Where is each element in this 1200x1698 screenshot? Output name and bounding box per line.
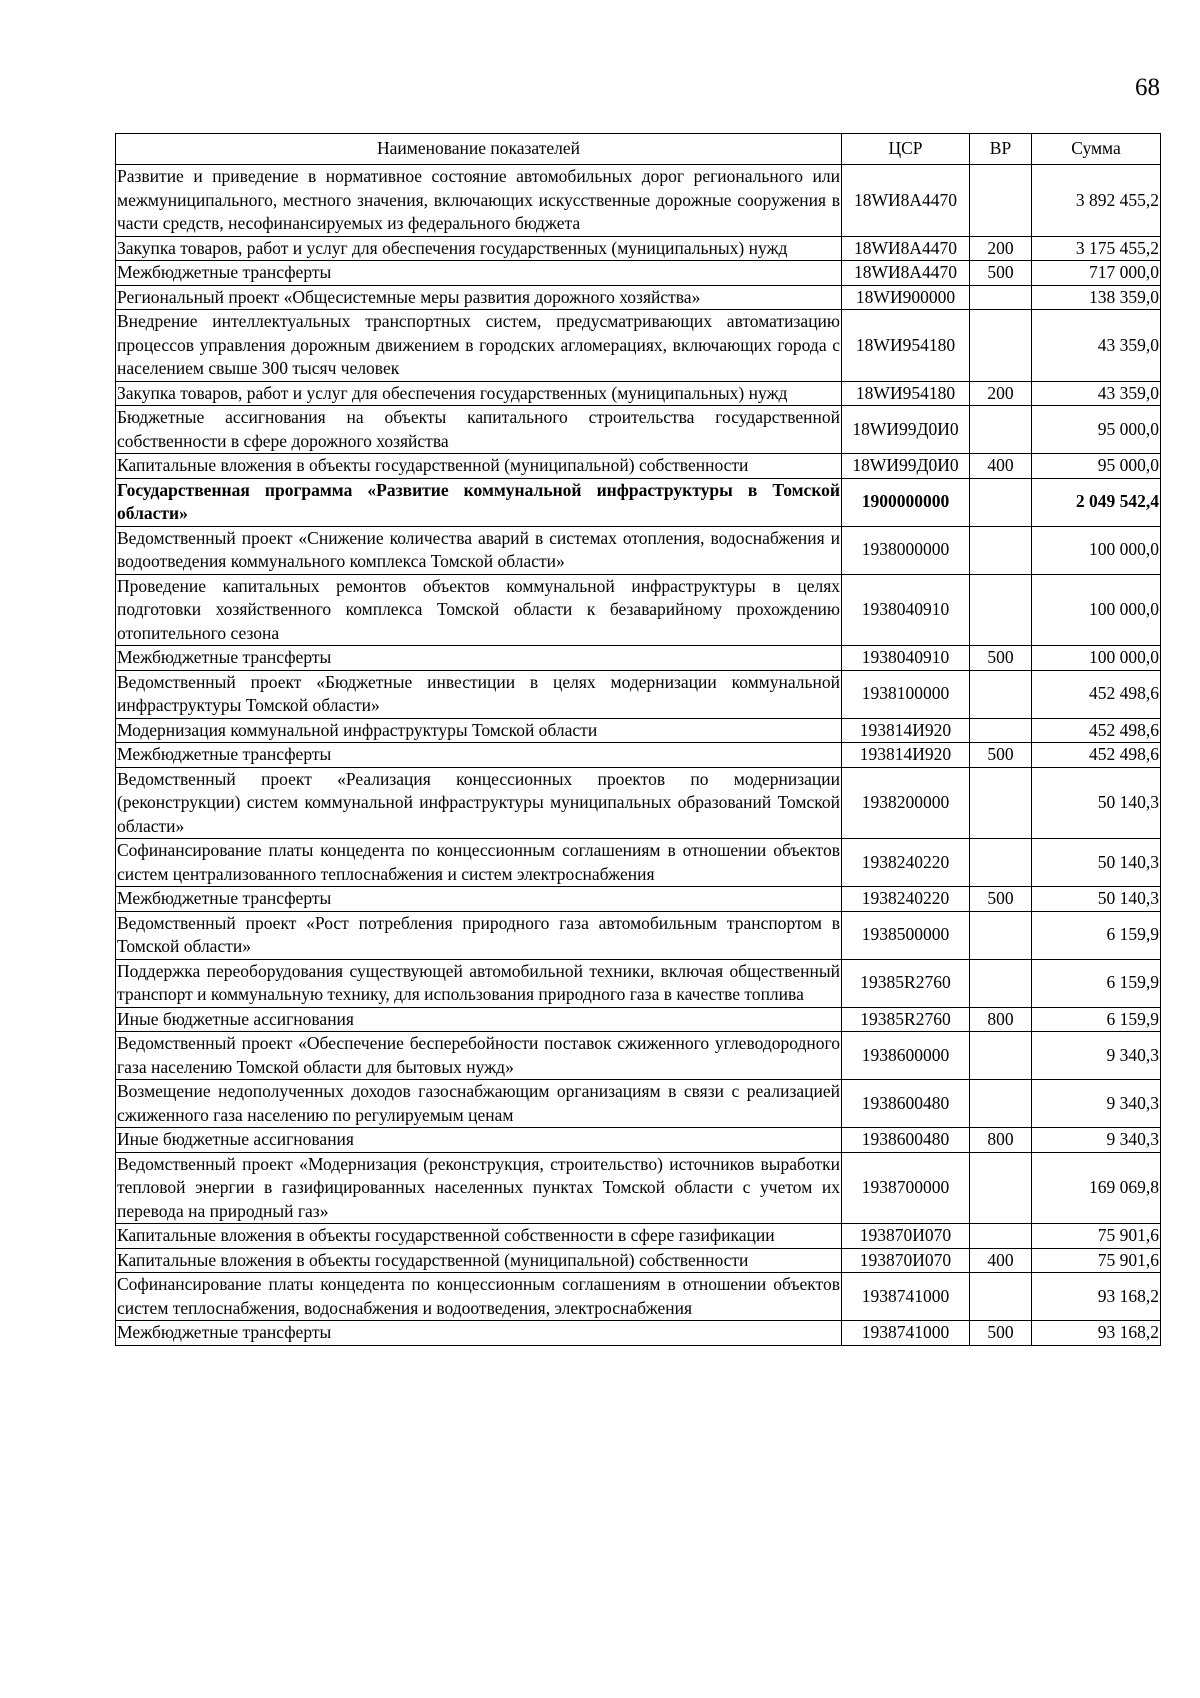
cell-sum: 50 140,3: [1032, 839, 1161, 887]
table-row: [116, 839, 1161, 887]
cell-name: Закупка товаров, работ и услуг для обеспечения государственных (муниципальных) нужд: [116, 381, 842, 406]
cell-name: Иные бюджетные ассигнования: [116, 1128, 842, 1153]
cell-csr: 18WИ99Д0И0: [842, 454, 970, 479]
cell-csr: 1938100000: [842, 670, 970, 718]
cell-sum: 43 359,0: [1032, 381, 1161, 406]
cell-csr: 1938741000: [842, 1321, 970, 1346]
cell-csr: 18WИ8А4470: [842, 236, 970, 261]
cell-name: Региональный проект «Общесистемные меры развития дорожного хозяйства»: [116, 285, 842, 310]
cell-sum: 43 359,0: [1032, 310, 1161, 382]
cell-vr: 200: [970, 381, 1032, 406]
table-row: [116, 767, 1161, 839]
cell-csr: 1938040910: [842, 646, 970, 671]
cell-vr: [970, 839, 1032, 887]
cell-csr: 1938741000: [842, 1273, 970, 1321]
cell-name: Капитальные вложения в объекты государственной собственности в сфере газификации: [116, 1224, 842, 1249]
table-row: [116, 1007, 1161, 1032]
cell-csr: 1938700000: [842, 1152, 970, 1224]
table-row: [116, 743, 1161, 768]
table-row: [116, 887, 1161, 912]
cell-name: Модернизация коммунальной инфраструктуры Томской области: [116, 718, 842, 743]
table-row: [116, 1152, 1161, 1224]
cell-sum: 3 892 455,2: [1032, 165, 1161, 237]
cell-vr: [970, 718, 1032, 743]
cell-vr: [970, 959, 1032, 1007]
table-row: [116, 406, 1161, 454]
cell-vr: 500: [970, 646, 1032, 671]
cell-sum: 50 140,3: [1032, 767, 1161, 839]
cell-vr: 800: [970, 1007, 1032, 1032]
cell-sum: 100 000,0: [1032, 526, 1161, 574]
cell-sum: 2 049 542,4: [1032, 478, 1161, 526]
cell-name: Ведомственный проект «Снижение количества аварий в системах отопления, водоснабжения и водоотведения коммунального комплекса Томской области»: [116, 526, 842, 574]
cell-name: Межбюджетные трансферты: [116, 261, 842, 286]
cell-vr: [970, 406, 1032, 454]
table-row: [116, 478, 1161, 526]
cell-csr: 19385R2760: [842, 1007, 970, 1032]
cell-vr: 400: [970, 1248, 1032, 1273]
page-number: 68: [1135, 74, 1160, 101]
cell-vr: [970, 911, 1032, 959]
table-row: [116, 381, 1161, 406]
table-row: [116, 1273, 1161, 1321]
table-row: [116, 454, 1161, 479]
cell-vr: [970, 767, 1032, 839]
table-body: [116, 165, 1161, 1346]
table-row: [116, 285, 1161, 310]
cell-name: Софинансирование платы концедента по концессионным соглашениям в отношении объектов систем централизованного теплоснабжения и систем электроснабжения: [116, 839, 842, 887]
cell-sum: 6 159,9: [1032, 911, 1161, 959]
cell-vr: 500: [970, 1321, 1032, 1346]
table-row: [116, 670, 1161, 718]
cell-csr: 193870И070: [842, 1224, 970, 1249]
cell-name: Ведомственный проект «Рост потребления природного газа автомобильным транспортом в Томской области»: [116, 911, 842, 959]
cell-sum: 138 359,0: [1032, 285, 1161, 310]
cell-csr: 1938240220: [842, 887, 970, 912]
cell-name: Межбюджетные трансферты: [116, 743, 842, 768]
cell-name: Возмещение недополученных доходов газоснабжающим организациям в связи с реализацией сжиженного газа населению по регулируемым ценам: [116, 1080, 842, 1128]
header-csr: ЦСР: [842, 134, 970, 165]
cell-csr: 1938600000: [842, 1032, 970, 1080]
cell-vr: [970, 1224, 1032, 1249]
cell-name: Государственная программа «Развитие коммунальной инфраструктуры в Томской области»: [116, 478, 842, 526]
cell-vr: [970, 526, 1032, 574]
cell-sum: 93 168,2: [1032, 1321, 1161, 1346]
cell-name: Ведомственный проект «Обеспечение бесперебойности поставок сжиженного углеводородного газа населению Томской области для бытовых нужд»: [116, 1032, 842, 1080]
cell-sum: 95 000,0: [1032, 406, 1161, 454]
cell-vr: [970, 574, 1032, 646]
cell-csr: 18WИ99Д0И0: [842, 406, 970, 454]
cell-name: Бюджетные ассигнования на объекты капитального строительства государственной собственности в сфере дорожного хозяйства: [116, 406, 842, 454]
cell-name: Софинансирование платы концедента по концессионным соглашениям в отношении объектов систем теплоснабжения, водоснабжения и водоотведения, электроснабжения: [116, 1273, 842, 1321]
cell-sum: 452 498,6: [1032, 670, 1161, 718]
cell-vr: [970, 165, 1032, 237]
cell-sum: 95 000,0: [1032, 454, 1161, 479]
cell-vr: 500: [970, 887, 1032, 912]
cell-sum: 452 498,6: [1032, 718, 1161, 743]
cell-sum: 9 340,3: [1032, 1032, 1161, 1080]
cell-vr: [970, 478, 1032, 526]
table-header-row: [116, 134, 1161, 165]
cell-sum: 3 175 455,2: [1032, 236, 1161, 261]
cell-sum: 452 498,6: [1032, 743, 1161, 768]
cell-name: Закупка товаров, работ и услуг для обеспечения государственных (муниципальных) нужд: [116, 236, 842, 261]
table-row: [116, 1224, 1161, 1249]
cell-sum: 6 159,9: [1032, 1007, 1161, 1032]
cell-sum: 169 069,8: [1032, 1152, 1161, 1224]
cell-name: Межбюджетные трансферты: [116, 646, 842, 671]
table-row: [116, 959, 1161, 1007]
cell-csr: 193814И920: [842, 718, 970, 743]
table-row: [116, 1248, 1161, 1273]
cell-sum: 75 901,6: [1032, 1224, 1161, 1249]
cell-csr: 193814И920: [842, 743, 970, 768]
cell-csr: 1938500000: [842, 911, 970, 959]
table-row: [116, 574, 1161, 646]
cell-vr: [970, 1273, 1032, 1321]
cell-vr: 400: [970, 454, 1032, 479]
cell-csr: 18WИ8А4470: [842, 165, 970, 237]
cell-sum: 50 140,3: [1032, 887, 1161, 912]
cell-sum: 100 000,0: [1032, 646, 1161, 671]
cell-vr: 200: [970, 236, 1032, 261]
cell-sum: 717 000,0: [1032, 261, 1161, 286]
table-row: [116, 911, 1161, 959]
table-row: [116, 165, 1161, 237]
cell-vr: [970, 285, 1032, 310]
cell-csr: 19385R2760: [842, 959, 970, 1007]
table-row: [116, 646, 1161, 671]
cell-vr: [970, 310, 1032, 382]
cell-vr: [970, 1152, 1032, 1224]
cell-vr: 800: [970, 1128, 1032, 1153]
table-row: [116, 1032, 1161, 1080]
cell-csr: 1900000000: [842, 478, 970, 526]
cell-csr: 1938600480: [842, 1128, 970, 1153]
cell-sum: 9 340,3: [1032, 1080, 1161, 1128]
table-row: [116, 1128, 1161, 1153]
cell-name: Ведомственный проект «Бюджетные инвестиции в целях модернизации коммунальной инфраструктуры Томской области»: [116, 670, 842, 718]
cell-name: Поддержка переоборудования существующей автомобильной техники, включая общественный транспорт и коммунальную технику, для использования природного газа в качестве топлива: [116, 959, 842, 1007]
cell-name: Развитие и приведение в нормативное состояние автомобильных дорог регионального или межмуниципального, местного значения, включающих искусственные дорожные сооружения в части средств, несофинансируемых из федерального бюджета: [116, 165, 842, 237]
budget-table: [115, 133, 1161, 1346]
cell-sum: 93 168,2: [1032, 1273, 1161, 1321]
cell-sum: 75 901,6: [1032, 1248, 1161, 1273]
cell-vr: 500: [970, 743, 1032, 768]
cell-vr: 500: [970, 261, 1032, 286]
cell-vr: [970, 1032, 1032, 1080]
cell-sum: 6 159,9: [1032, 959, 1161, 1007]
cell-csr: 1938200000: [842, 767, 970, 839]
cell-csr: 1938000000: [842, 526, 970, 574]
cell-csr: 18WИ954180: [842, 310, 970, 382]
cell-csr: 18WИ900000: [842, 285, 970, 310]
table-row: [116, 1321, 1161, 1346]
table-row: [116, 1080, 1161, 1128]
table-row: [116, 526, 1161, 574]
cell-name: Капитальные вложения в объекты государственной (муниципальной) собственности: [116, 1248, 842, 1273]
cell-name: Проведение капитальных ремонтов объектов коммунальной инфраструктуры в целях подготовки хозяйственного комплекса Томской области к безаварийному прохождению отопительного сезона: [116, 574, 842, 646]
cell-name: Межбюджетные трансферты: [116, 887, 842, 912]
header-name: Наименование показателей: [116, 134, 842, 165]
cell-csr: 18WИ8А4470: [842, 261, 970, 286]
header-vr: ВР: [970, 134, 1032, 165]
table-row: [116, 718, 1161, 743]
table-row: [116, 236, 1161, 261]
cell-csr: 193870И070: [842, 1248, 970, 1273]
cell-vr: [970, 1080, 1032, 1128]
table-row: [116, 310, 1161, 382]
cell-name: Капитальные вложения в объекты государственной (муниципальной) собственности: [116, 454, 842, 479]
cell-csr: 18WИ954180: [842, 381, 970, 406]
cell-csr: 1938240220: [842, 839, 970, 887]
table-row: [116, 261, 1161, 286]
cell-name: Иные бюджетные ассигнования: [116, 1007, 842, 1032]
cell-name: Ведомственный проект «Модернизация (реконструкция, строительство) источников выработки тепловой энергии в газифицированных населенных пунктах Томской области с учетом их перевода на природный газ»: [116, 1152, 842, 1224]
cell-name: Внедрение интеллектуальных транспортных систем, предусматривающих автоматизацию процессов управления дорожным движением в городских агломерациях, включающих города с населением свыше 300 тысяч человек: [116, 310, 842, 382]
header-sum: Сумма: [1032, 134, 1161, 165]
cell-csr: 1938040910: [842, 574, 970, 646]
cell-sum: 9 340,3: [1032, 1128, 1161, 1153]
cell-name: Межбюджетные трансферты: [116, 1321, 842, 1346]
cell-csr: 1938600480: [842, 1080, 970, 1128]
cell-sum: 100 000,0: [1032, 574, 1161, 646]
cell-vr: [970, 670, 1032, 718]
cell-name: Ведомственный проект «Реализация концессионных проектов по модернизации (реконструкции) систем коммунальной инфраструктуры муниципальных образований Томской области»: [116, 767, 842, 839]
